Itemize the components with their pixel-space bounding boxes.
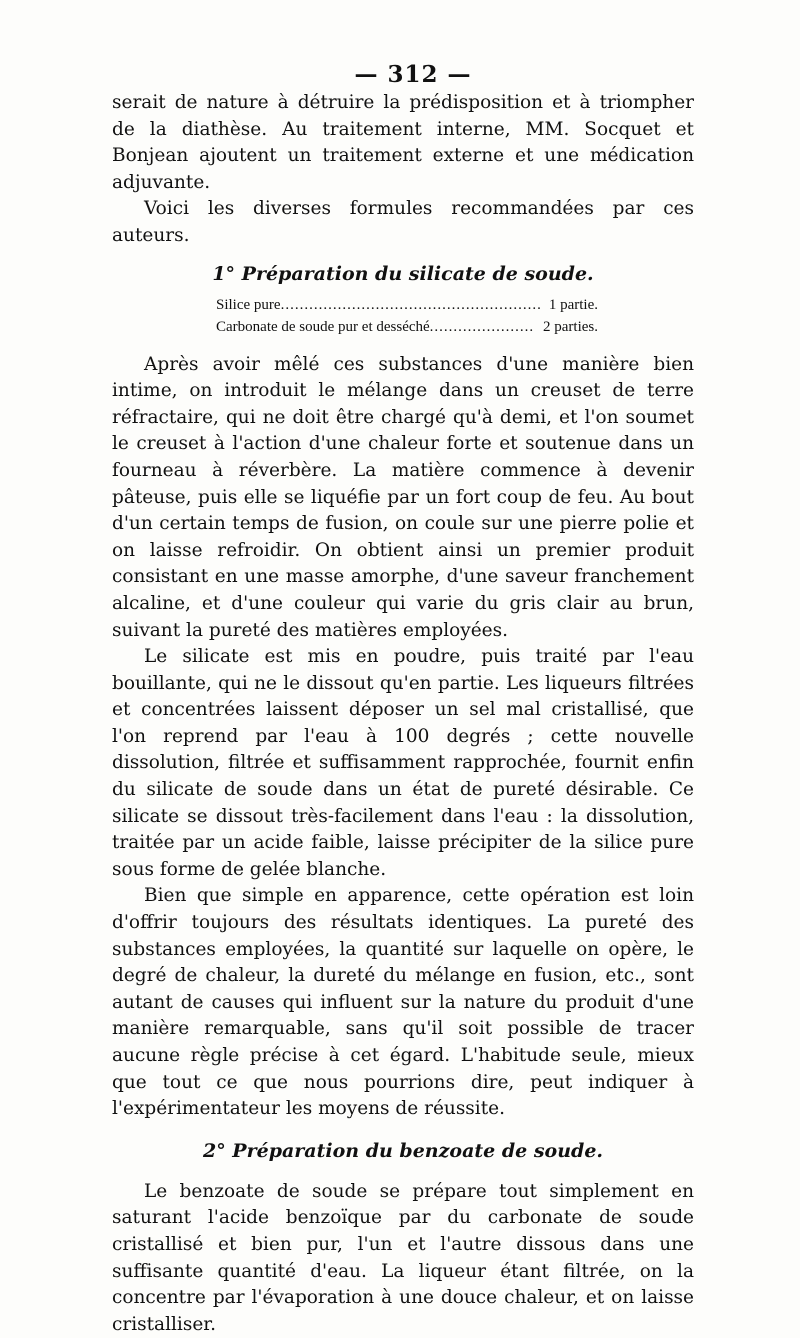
recipe-row — [216, 316, 598, 338]
section-title: 1° Préparation du silicate de soude. — [212, 262, 594, 285]
book-page — [112, 60, 694, 1338]
recipe-ingredient: Silice pure — [216, 296, 281, 313]
recipe-list — [216, 294, 598, 338]
recipe-ingredient: Carbonate de soude pur et desséché — [216, 318, 430, 335]
paragraph: serait de nature à détruire la prédisposition et à triompher de la diathèse. Au traitement interne, MM. Socquet et Bonjean ajoutent un traitement externe et une médication adjuvante. — [112, 92, 694, 193]
paragraph: Après avoir mêlé ces substances d'une manière bien intime, on introduit le mélange dans un creuset de terre réfractaire, qui ne doit être chargé qu'à demi, et l'on soumet le creuset à l'action d'une chaleur forte et soutenue dans un fourneau à réverbère. La matière commence à devenir pâteuse, puis elle se liquéfie par un fort coup de feu. Au bout d'un certain temps de fusion, on coule sur une pierre polie et on laisse refroidir. On obtient ainsi un premier produit consistant en une masse amorphe, d'une saveur franchement alcaline, et d'une couleur qui varie du gris clair au brun, suivant la pureté des matières employées. — [112, 353, 694, 641]
leader-dots — [281, 294, 541, 316]
paragraph: Voici les diverses formules recommandées par ces auteurs. — [112, 198, 694, 246]
leader-dots — [430, 316, 535, 338]
recipe-quantity: 1 partie. — [548, 296, 598, 313]
recipe-quantity: 2 parties. — [543, 318, 598, 335]
paragraph: Le silicate est mis en poudre, puis traité par l'eau bouillante, qui ne le dissout qu'en partie. Les liqueurs filtrées et concentrées laissent déposer un sel mal cristallisé, que l'on reprend par l'eau à 100 degrés ; cette nouvelle dissolution, filtrée et suffisamment rapprochée, fournit enfin du silicate de soude dans un état de pureté désirable. Ce silicate se dissout très-facilement dans l'eau : la dissolution, traitée par un acide faible, laisse précipiter de la silice pure sous forme de gelée blanche. — [112, 646, 694, 880]
paragraph: Bien que simple en apparence, cette opération est loin d'offrir toujours des résultats identiques. La pureté des substances employées, la quantité sur laquelle on opère, le degré de chaleur, la dureté du mélange en fusion, etc., sont autant de causes qui influent sur la nature du produit d'une manière remarquable, sans qu'il soit possible de tracer aucune règle précise à cet égard. L'habitude seule, mieux que tout ce que nous pourrions dire, peut indiquer à l'expérimentateur les moyens de réussite. — [112, 885, 694, 1120]
recipe-row — [216, 294, 598, 316]
paragraph: Le benzoate de soude se prépare tout simplement en saturant l'acide benzoïque par du carbonate de soude cristallisé et bien pur, l'un et l'autre dissous dans une suffisante quantité d'eau. La liqueur étant filtrée, on la concentre par l'évaporation à une douce chaleur, et on laisse cristalliser. — [112, 1180, 694, 1335]
page-number: — 312 — — [354, 61, 472, 88]
section-title: 2° Préparation du benzoate de soude. — [202, 1139, 604, 1162]
